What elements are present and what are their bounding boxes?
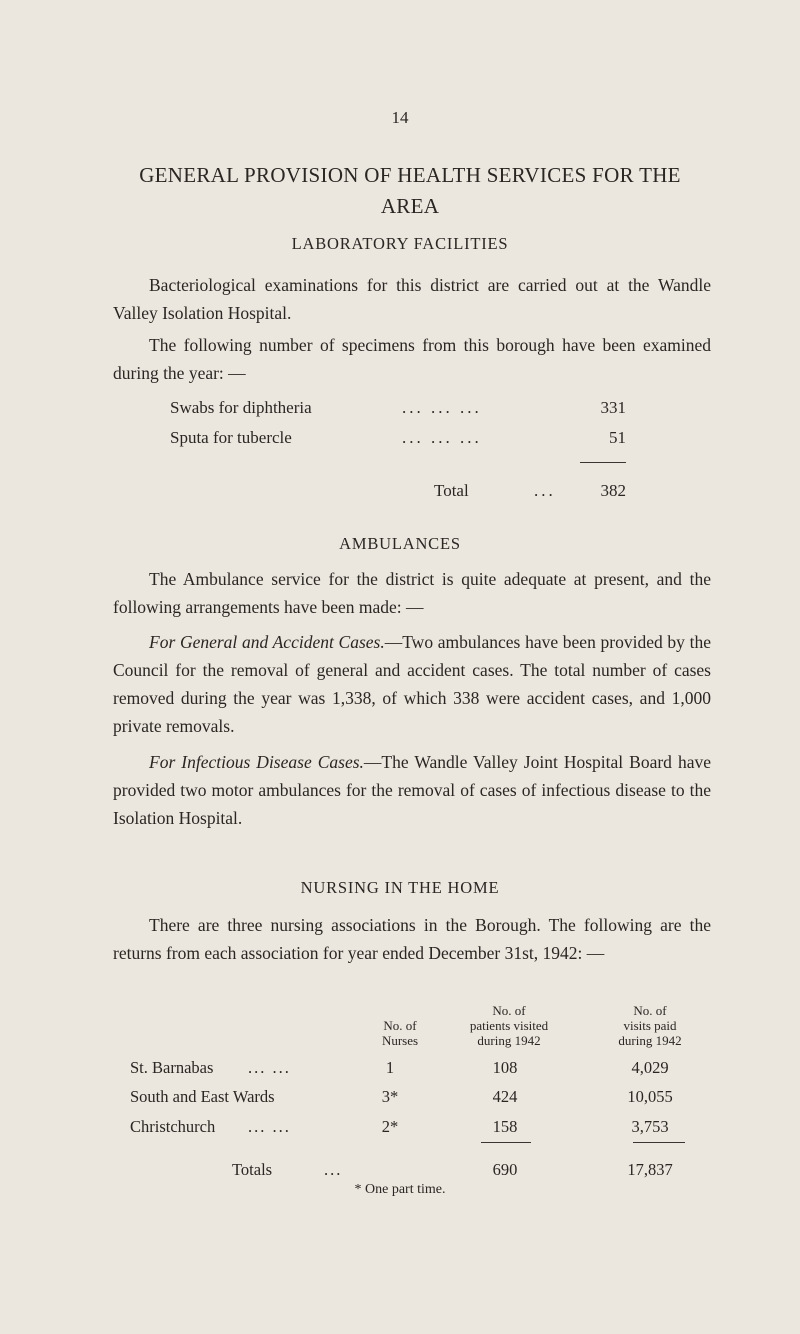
header-line: No. of — [633, 1003, 667, 1018]
header-line: during 1942 — [477, 1033, 541, 1048]
specimen-label: Swabs for diphtheria — [170, 398, 312, 417]
totals-patients: 690 — [492, 1160, 518, 1179]
footnote: * One part time. — [354, 1182, 446, 1197]
nurses-value: 3* — [381, 1087, 399, 1106]
leader-dots: ... — [324, 1160, 343, 1179]
association-name: South and East Wards — [130, 1087, 275, 1106]
ambulances-heading: AMBULANCES — [339, 534, 461, 553]
header-line: patients visited — [469, 1018, 549, 1033]
visits-value: 4,029 — [631, 1058, 669, 1077]
total-rule — [580, 462, 626, 463]
infectious-title: For Infectious Disease Cases. — [149, 752, 364, 772]
general-accident-paragraph — [113, 628, 711, 740]
page-number: 14 — [391, 108, 409, 127]
visits-value: 3,753 — [631, 1117, 669, 1136]
infectious-text: —The Wandle Valley Joint Hospital Board have provided two motor ambulances for the removal of cases of infectious disease to the Isolation Hospital. — [113, 752, 711, 828]
visits-total-rule — [633, 1142, 685, 1143]
visits-value: 10,055 — [627, 1087, 673, 1106]
lab-paragraph-2: The following number of specimens from this borough have been examined during the year: — — [113, 335, 711, 383]
totals-row — [0, 1160, 800, 1184]
specimen-label: Sputa for tubercle — [170, 428, 292, 447]
general-accident-title: For General and Accident Cases. — [149, 632, 385, 652]
nurses-value: 1 — [385, 1058, 395, 1077]
total-value: 382 — [600, 481, 626, 500]
specimen-row — [0, 428, 800, 452]
nursing-paragraph: There are three nursing associations in the Borough. The following are the returns from each association for year ended December 31st, 1942: — — [113, 915, 711, 963]
column-header-patients — [446, 1003, 572, 1048]
lab-heading: LABORATORY FACILITIES — [291, 234, 509, 253]
leader-dots: ... — [534, 481, 556, 500]
leader-dots: ... ... — [248, 1058, 291, 1077]
patients-total-rule — [481, 1142, 531, 1143]
specimen-row — [0, 398, 800, 422]
page-title: GENERAL PROVISION OF HEALTH SERVICES FOR THE AREA — [139, 163, 681, 218]
lab-paragraph-1: Bacteriological examinations for this district are carried out at the Wandle Valley Isolation Hospital. — [113, 275, 711, 323]
totals-visits: 17,837 — [627, 1160, 673, 1179]
leader-dots: ... ... ... — [402, 428, 482, 447]
table-row — [0, 1058, 800, 1082]
specimen-value: 51 — [609, 428, 626, 447]
leader-dots: ... ... ... — [402, 398, 482, 417]
leader-dots: ... ... — [248, 1117, 291, 1136]
patients-value: 108 — [492, 1058, 518, 1077]
table-row — [0, 1087, 800, 1111]
header-line: visits paid — [623, 1018, 677, 1033]
nurses-value: 2* — [381, 1117, 399, 1136]
general-accident-text: —Two ambulances have been provided by the Council for the removal of general and accident cases. The total number of cases removed during the year was 1,338, of which 338 were accident cases, and 1,000 private removals. — [113, 632, 711, 736]
infectious-paragraph — [113, 748, 711, 832]
column-header-nurses — [360, 1018, 440, 1048]
table-row — [0, 1117, 800, 1141]
column-header-visits — [590, 1003, 710, 1048]
specimen-value: 331 — [600, 398, 626, 417]
nursing-heading: NURSING IN THE HOME — [300, 878, 500, 897]
patients-value: 424 — [492, 1087, 518, 1106]
header-line: Nurses — [381, 1033, 419, 1048]
header-line: No. of — [492, 1003, 526, 1018]
header-line: during 1942 — [618, 1033, 682, 1048]
ambulances-paragraph: The Ambulance service for the district is quite adequate at present, and the following arrangements have been made: — — [113, 569, 711, 617]
association-name: Christchurch — [130, 1117, 216, 1136]
association-name: St. Barnabas — [130, 1058, 214, 1077]
totals-label: Totals — [232, 1160, 273, 1179]
header-line: No. of — [383, 1018, 417, 1033]
patients-value: 158 — [492, 1117, 518, 1136]
total-label: Total — [434, 481, 469, 500]
specimen-total-row — [0, 481, 800, 505]
